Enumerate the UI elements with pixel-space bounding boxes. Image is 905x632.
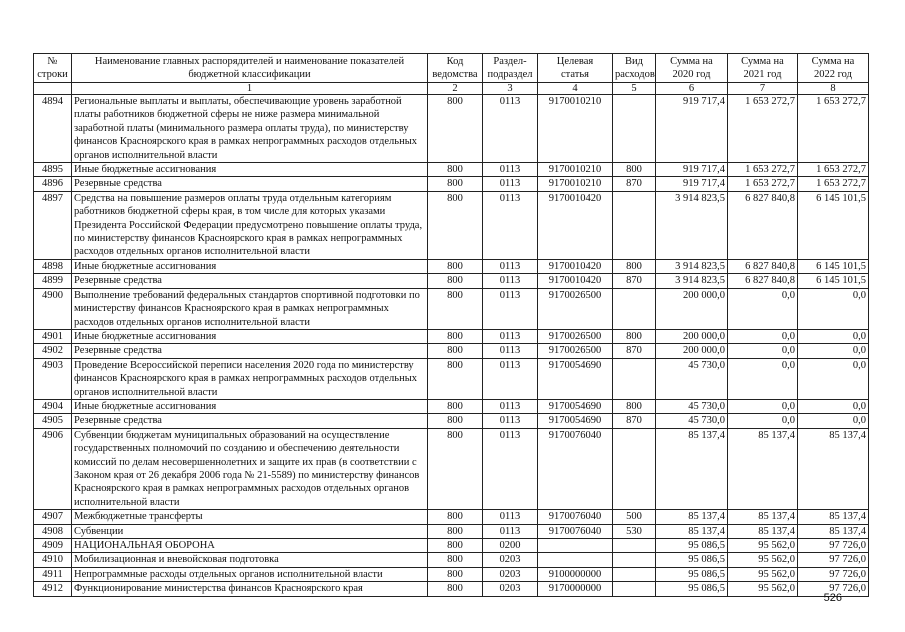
row-sum-2021: 85 137,4 <box>728 510 798 524</box>
row-target: 9170054690 <box>538 358 613 399</box>
row-dept-code: 800 <box>428 177 483 191</box>
row-number: 4912 <box>34 582 72 596</box>
row-expense-type: 870 <box>613 414 656 428</box>
row-dept-code: 800 <box>428 191 483 259</box>
row-target: 9170054690 <box>538 414 613 428</box>
row-target: 9170076040 <box>538 510 613 524</box>
row-name: Резервные средства <box>72 344 428 358</box>
row-section: 0113 <box>483 358 538 399</box>
row-sum-2020: 95 086,5 <box>656 539 728 553</box>
row-dept-code: 800 <box>428 524 483 538</box>
row-sum-2021: 6 827 840,8 <box>728 274 798 288</box>
row-expense-type: 870 <box>613 274 656 288</box>
row-number: 4904 <box>34 399 72 413</box>
row-name: Субвенции бюджетам муниципальных образований на осуществление государственных полномочий по созданию и обеспечению деятельности комиссий по делам несовершеннолетних и защите их прав (в соответствии с Законом края от 26 декабря 2006 года № 21-5589) по министерству финансов Красноярского края в рамках непрограммных расходов отдельных органов исполнительной власти <box>72 428 428 509</box>
row-number: 4897 <box>34 191 72 259</box>
row-sum-2020: 85 137,4 <box>656 510 728 524</box>
row-sum-2021: 85 137,4 <box>728 428 798 509</box>
row-sum-2021: 0,0 <box>728 288 798 329</box>
row-sum-2020: 85 137,4 <box>656 428 728 509</box>
row-dept-code: 800 <box>428 399 483 413</box>
row-number: 4903 <box>34 358 72 399</box>
row-dept-code: 800 <box>428 428 483 509</box>
row-sum-2022: 6 145 101,5 <box>798 191 869 259</box>
header-section: Раздел- подраздел <box>483 54 538 83</box>
row-name: Средства на повышение размеров оплаты труда отдельным категориям работников бюджетной сферы края, в том числе для которых указами Президента Российской Федерации предусмотрено повышение оплаты труда, по министерству финансов Красноярского края в рамках непрограммных расходов отдельных органов исполнительной власти <box>72 191 428 259</box>
table-row <box>34 358 869 399</box>
row-sum-2022: 0,0 <box>798 329 869 343</box>
row-section: 0113 <box>483 95 538 163</box>
table-row <box>34 95 869 163</box>
row-expense-type <box>613 428 656 509</box>
table-row <box>34 414 869 428</box>
row-expense-type <box>613 191 656 259</box>
header-sum-2021: Сумма на 2021 год <box>728 54 798 83</box>
row-name: Резервные средства <box>72 274 428 288</box>
row-target: 9170026500 <box>538 344 613 358</box>
row-section: 0113 <box>483 399 538 413</box>
row-dept-code: 800 <box>428 344 483 358</box>
table-row <box>34 344 869 358</box>
row-name: Выполнение требований федеральных стандартов спортивной подготовки по министерству финансов Красноярского края в рамках непрограммных расходов отдельных органов исполнительной власти <box>72 288 428 329</box>
row-sum-2020: 919 717,4 <box>656 177 728 191</box>
row-target: 9170054690 <box>538 399 613 413</box>
row-expense-type: 530 <box>613 524 656 538</box>
row-section: 0203 <box>483 567 538 581</box>
row-number: 4908 <box>34 524 72 538</box>
table-row <box>34 510 869 524</box>
row-number: 4896 <box>34 177 72 191</box>
row-dept-code: 800 <box>428 288 483 329</box>
row-section: 0113 <box>483 288 538 329</box>
row-section: 0113 <box>483 428 538 509</box>
row-expense-type <box>613 539 656 553</box>
row-sum-2022: 97 726,0 <box>798 553 869 567</box>
row-sum-2020: 95 086,5 <box>656 582 728 596</box>
row-sum-2020: 45 730,0 <box>656 358 728 399</box>
row-dept-code: 800 <box>428 582 483 596</box>
table-row <box>34 553 869 567</box>
row-name: Непрограммные расходы отдельных органов исполнительной власти <box>72 567 428 581</box>
row-dept-code: 800 <box>428 539 483 553</box>
col-number: 6 <box>656 83 728 95</box>
row-dept-code: 800 <box>428 414 483 428</box>
row-number: 4898 <box>34 259 72 273</box>
header-target: Целевая статья <box>538 54 613 83</box>
row-name: Иные бюджетные ассигнования <box>72 329 428 343</box>
row-target: 9100000000 <box>538 567 613 581</box>
table-row <box>34 191 869 259</box>
row-sum-2022: 85 137,4 <box>798 428 869 509</box>
col-number: 3 <box>483 83 538 95</box>
row-sum-2020: 919 717,4 <box>656 95 728 163</box>
row-expense-type <box>613 288 656 329</box>
row-sum-2020: 200 000,0 <box>656 344 728 358</box>
row-expense-type: 500 <box>613 510 656 524</box>
row-name: Региональные выплаты и выплаты, обеспечивающие уровень заработной платы работников бюджетной сферы не ниже размера минимальной заработной платы (минимального размера оплаты труда), по министерству финансов Красноярского края в рамках непрограммных расходов отдельных органов исполнительной власти <box>72 95 428 163</box>
row-expense-type: 800 <box>613 163 656 177</box>
row-target: 9170010420 <box>538 274 613 288</box>
row-name: Функционирование министерства финансов Красноярского края <box>72 582 428 596</box>
row-number: 4910 <box>34 553 72 567</box>
row-sum-2022: 1 653 272,7 <box>798 95 869 163</box>
row-sum-2020: 200 000,0 <box>656 288 728 329</box>
row-number: 4911 <box>34 567 72 581</box>
table-row <box>34 539 869 553</box>
row-section: 0113 <box>483 259 538 273</box>
row-dept-code: 800 <box>428 163 483 177</box>
col-number: 5 <box>613 83 656 95</box>
row-sum-2022: 0,0 <box>798 344 869 358</box>
row-expense-type <box>613 553 656 567</box>
row-number: 4907 <box>34 510 72 524</box>
row-section: 0203 <box>483 553 538 567</box>
table-row <box>34 259 869 273</box>
row-dept-code: 800 <box>428 259 483 273</box>
table-row <box>34 399 869 413</box>
row-section: 0200 <box>483 539 538 553</box>
table-row <box>34 177 869 191</box>
row-number: 4906 <box>34 428 72 509</box>
row-expense-type: 800 <box>613 329 656 343</box>
row-section: 0113 <box>483 177 538 191</box>
table-row <box>34 524 869 538</box>
table-row <box>34 288 869 329</box>
row-name: Резервные средства <box>72 177 428 191</box>
row-sum-2020: 45 730,0 <box>656 414 728 428</box>
header-row-num: № строки <box>34 54 72 83</box>
row-name: Проведение Всероссийской переписи населения 2020 года по министерству финансов Красноярского края в рамках непрограммных расходов отдельных органов исполнительной власти <box>72 358 428 399</box>
row-expense-type <box>613 567 656 581</box>
row-sum-2022: 1 653 272,7 <box>798 163 869 177</box>
row-sum-2021: 95 562,0 <box>728 539 798 553</box>
row-target: 9170000000 <box>538 582 613 596</box>
row-sum-2022: 0,0 <box>798 399 869 413</box>
row-name: Иные бюджетные ассигнования <box>72 163 428 177</box>
row-dept-code: 800 <box>428 510 483 524</box>
col-number: 7 <box>728 83 798 95</box>
row-target: 9170076040 <box>538 428 613 509</box>
row-sum-2022: 97 726,0 <box>798 567 869 581</box>
col-number <box>34 83 72 95</box>
row-expense-type <box>613 358 656 399</box>
row-number: 4899 <box>34 274 72 288</box>
table-row <box>34 428 869 509</box>
row-sum-2022: 6 145 101,5 <box>798 259 869 273</box>
row-sum-2022: 0,0 <box>798 358 869 399</box>
row-name: Межбюджетные трансферты <box>72 510 428 524</box>
row-sum-2020: 95 086,5 <box>656 553 728 567</box>
row-name: Субвенции <box>72 524 428 538</box>
row-target: 9170010420 <box>538 259 613 273</box>
col-number: 2 <box>428 83 483 95</box>
row-expense-type: 800 <box>613 399 656 413</box>
row-sum-2020: 919 717,4 <box>656 163 728 177</box>
row-sum-2020: 3 914 823,5 <box>656 191 728 259</box>
row-sum-2021: 1 653 272,7 <box>728 163 798 177</box>
header-row <box>34 54 869 83</box>
row-section: 0113 <box>483 414 538 428</box>
row-target: 9170010210 <box>538 163 613 177</box>
row-sum-2020: 200 000,0 <box>656 329 728 343</box>
row-target: 9170010210 <box>538 177 613 191</box>
row-name: Резервные средства <box>72 414 428 428</box>
row-number: 4905 <box>34 414 72 428</box>
row-expense-type: 870 <box>613 344 656 358</box>
row-name: НАЦИОНАЛЬНАЯ ОБОРОНА <box>72 539 428 553</box>
table-row <box>34 163 869 177</box>
row-target <box>538 553 613 567</box>
col-number: 1 <box>72 83 428 95</box>
row-section: 0113 <box>483 191 538 259</box>
table-row <box>34 567 869 581</box>
row-number: 4909 <box>34 539 72 553</box>
row-dept-code: 800 <box>428 95 483 163</box>
header-dept-code: Код ведомства <box>428 54 483 83</box>
row-dept-code: 800 <box>428 274 483 288</box>
column-numbers-row <box>34 83 869 95</box>
header-expense-type: Вид расходов <box>613 54 656 83</box>
row-section: 0113 <box>483 510 538 524</box>
row-sum-2022: 85 137,4 <box>798 510 869 524</box>
row-number: 4894 <box>34 95 72 163</box>
header-sum-2022: Сумма на 2022 год <box>798 54 869 83</box>
table-row <box>34 329 869 343</box>
row-sum-2021: 0,0 <box>728 414 798 428</box>
row-expense-type: 800 <box>613 259 656 273</box>
row-sum-2021: 6 827 840,8 <box>728 259 798 273</box>
row-sum-2021: 0,0 <box>728 329 798 343</box>
row-section: 0113 <box>483 524 538 538</box>
row-sum-2020: 85 137,4 <box>656 524 728 538</box>
row-sum-2022: 0,0 <box>798 414 869 428</box>
row-sum-2022: 0,0 <box>798 288 869 329</box>
col-number: 4 <box>538 83 613 95</box>
row-sum-2022: 85 137,4 <box>798 524 869 538</box>
row-name: Мобилизационная и вневойсковая подготовка <box>72 553 428 567</box>
row-sum-2021: 0,0 <box>728 358 798 399</box>
row-target: 9170010210 <box>538 95 613 163</box>
page-number: 526 <box>823 592 842 604</box>
row-sum-2021: 1 653 272,7 <box>728 95 798 163</box>
row-target: 9170010420 <box>538 191 613 259</box>
row-sum-2020: 95 086,5 <box>656 567 728 581</box>
row-sum-2021: 95 562,0 <box>728 567 798 581</box>
row-sum-2021: 85 137,4 <box>728 524 798 538</box>
row-section: 0113 <box>483 163 538 177</box>
row-number: 4901 <box>34 329 72 343</box>
row-number: 4900 <box>34 288 72 329</box>
table-body <box>34 95 869 597</box>
row-target: 9170026500 <box>538 329 613 343</box>
row-sum-2022: 6 145 101,5 <box>798 274 869 288</box>
row-sum-2020: 3 914 823,5 <box>656 274 728 288</box>
row-sum-2021: 0,0 <box>728 399 798 413</box>
row-number: 4902 <box>34 344 72 358</box>
budget-table <box>33 53 869 597</box>
row-dept-code: 800 <box>428 329 483 343</box>
row-sum-2021: 0,0 <box>728 344 798 358</box>
row-expense-type <box>613 582 656 596</box>
header-name: Наименование главных распорядителей и наименование показателей бюджетной классификации <box>72 54 428 83</box>
col-number: 8 <box>798 83 869 95</box>
row-name: Иные бюджетные ассигнования <box>72 399 428 413</box>
row-expense-type: 870 <box>613 177 656 191</box>
row-sum-2020: 3 914 823,5 <box>656 259 728 273</box>
row-target: 9170026500 <box>538 288 613 329</box>
row-dept-code: 800 <box>428 358 483 399</box>
row-sum-2021: 6 827 840,8 <box>728 191 798 259</box>
row-dept-code: 800 <box>428 553 483 567</box>
row-section: 0203 <box>483 582 538 596</box>
row-section: 0113 <box>483 344 538 358</box>
table-row <box>34 582 869 596</box>
row-sum-2021: 1 653 272,7 <box>728 177 798 191</box>
table-row <box>34 274 869 288</box>
row-name: Иные бюджетные ассигнования <box>72 259 428 273</box>
row-sum-2021: 95 562,0 <box>728 553 798 567</box>
row-expense-type <box>613 95 656 163</box>
row-section: 0113 <box>483 274 538 288</box>
row-number: 4895 <box>34 163 72 177</box>
row-section: 0113 <box>483 329 538 343</box>
row-target: 9170076040 <box>538 524 613 538</box>
header-sum-2020: Сумма на 2020 год <box>656 54 728 83</box>
row-dept-code: 800 <box>428 567 483 581</box>
row-sum-2022: 97 726,0 <box>798 539 869 553</box>
row-sum-2020: 45 730,0 <box>656 399 728 413</box>
row-sum-2022: 97 726,0 <box>798 582 869 596</box>
row-target <box>538 539 613 553</box>
row-sum-2021: 95 562,0 <box>728 582 798 596</box>
row-sum-2022: 1 653 272,7 <box>798 177 869 191</box>
